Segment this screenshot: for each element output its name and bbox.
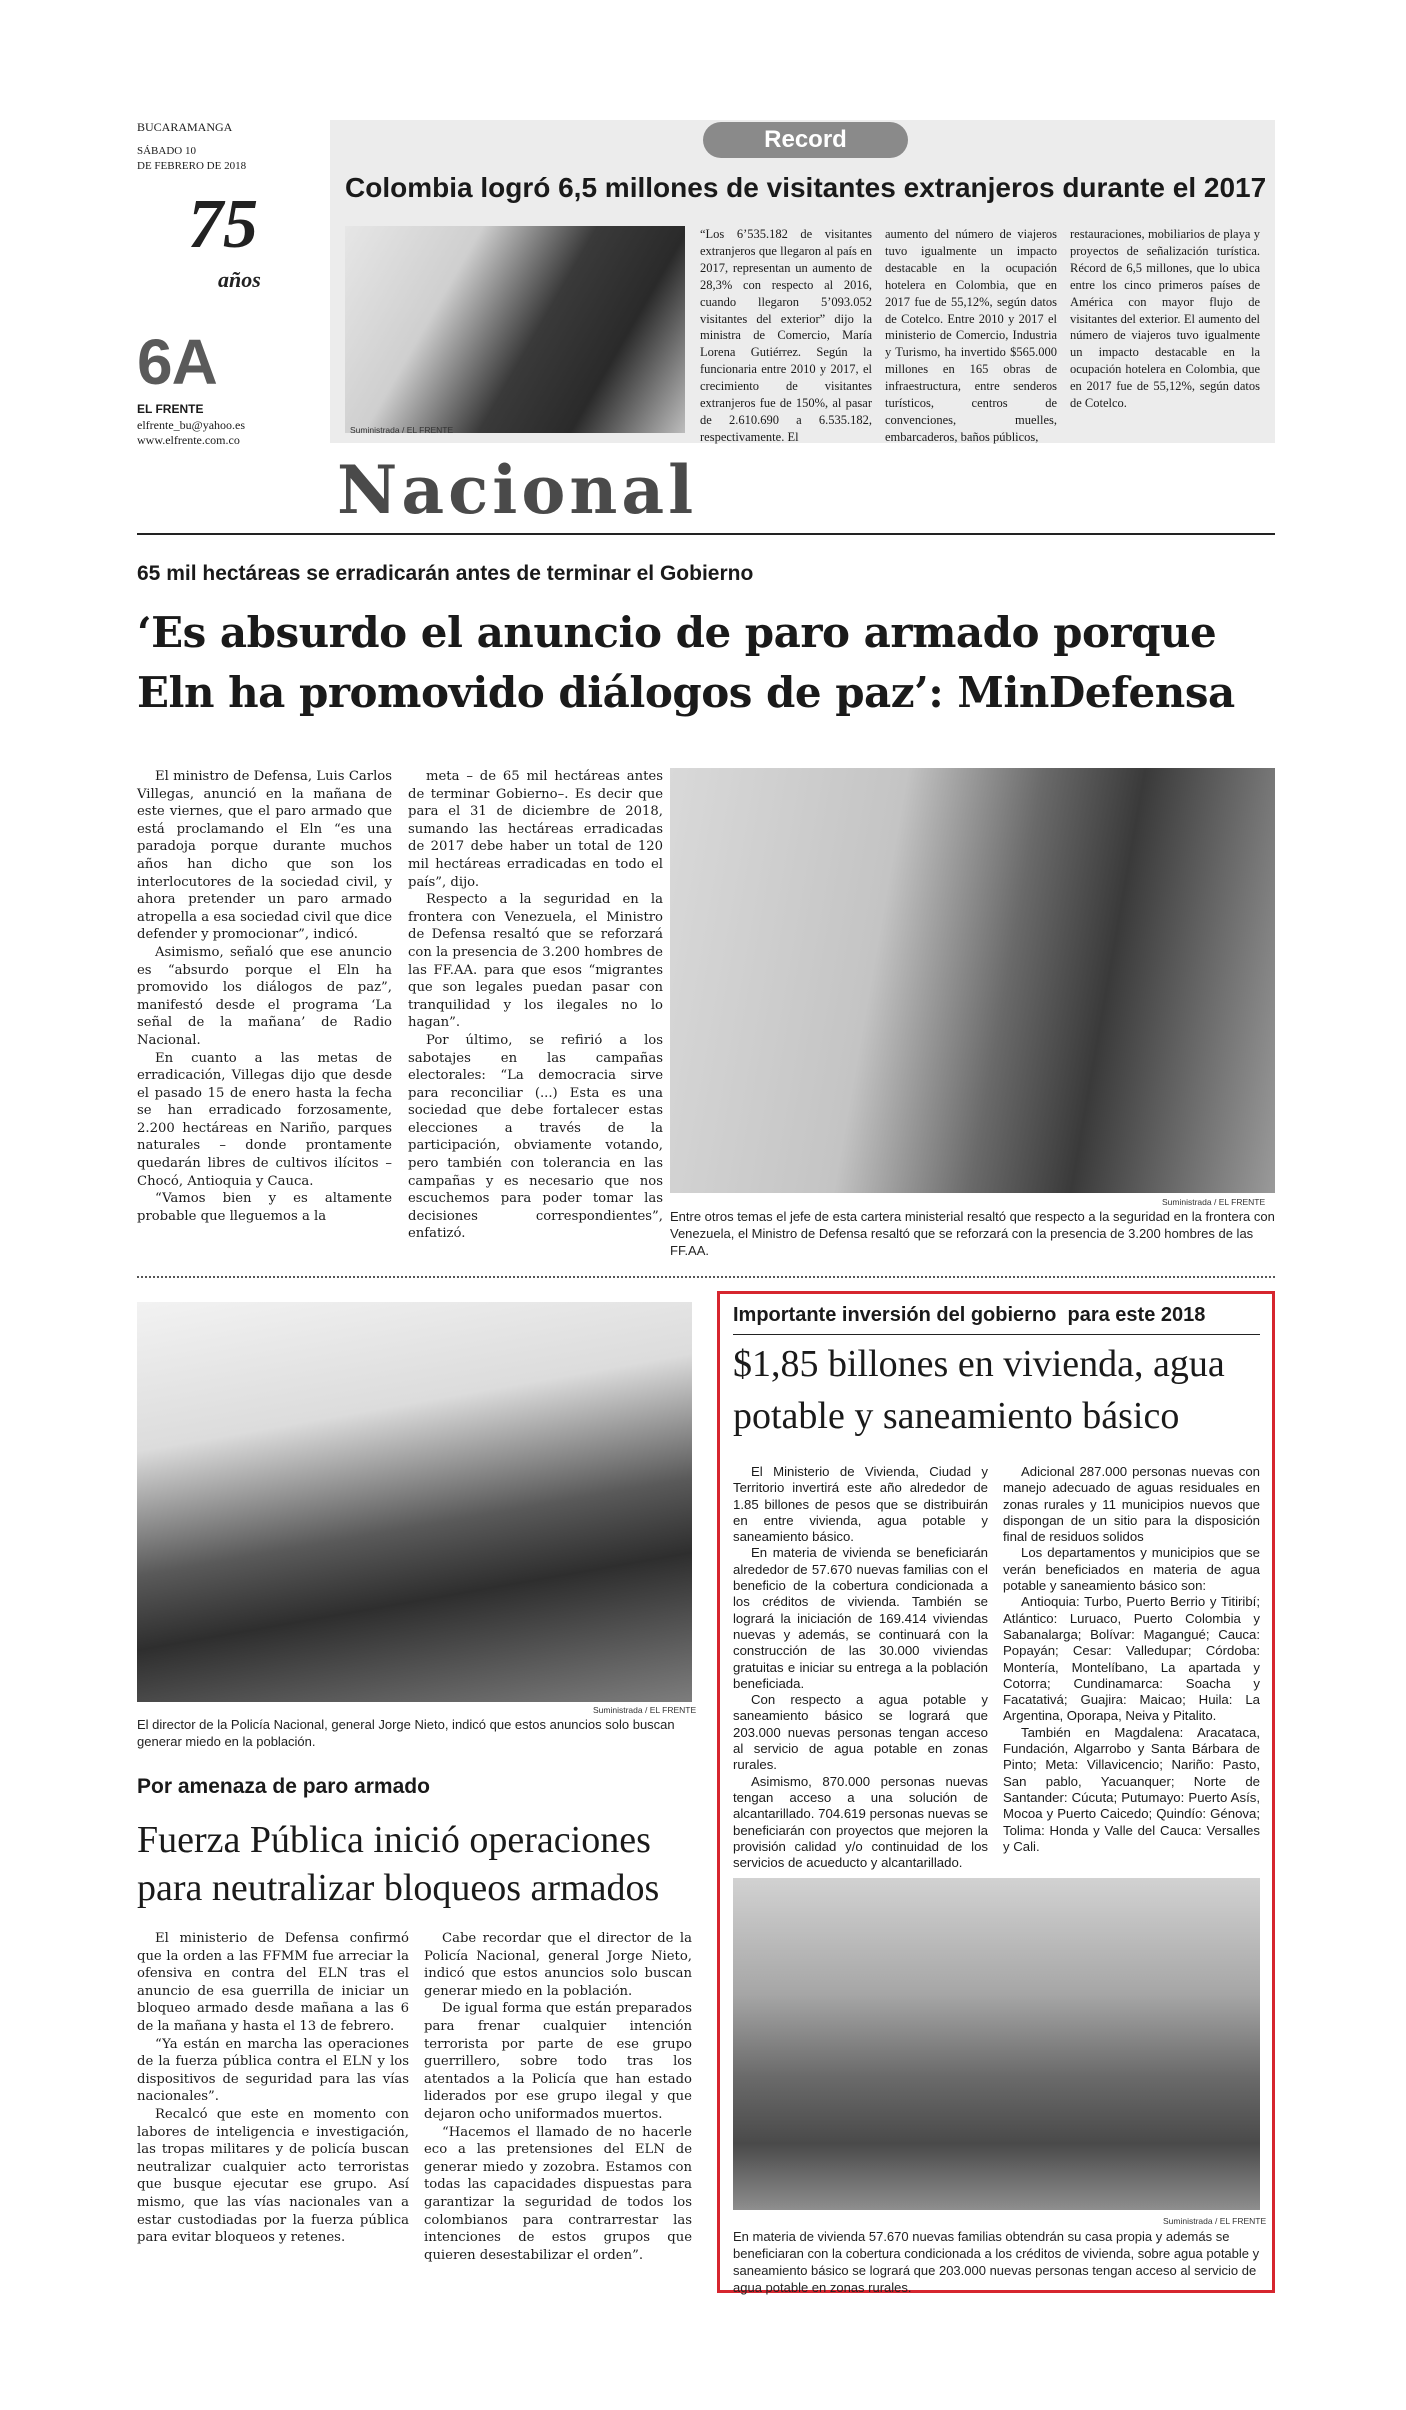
paper-name: EL FRENTE xyxy=(137,402,204,416)
main-kicker: 65 mil hectáreas se erradicarán antes de terminar el Gobierno xyxy=(137,562,754,585)
paragraph: De igual forma que están preparados para frenar cualquier intención terrorista por parte de ese grupo guerrillero, sobre todo tras los atentados a la Policía que han estado liderados por ese grupo ilegal y que dejaron ocho uniformados muertos. xyxy=(424,2001,692,2122)
record-tag-label: Record xyxy=(764,126,847,153)
anniversary-word: años xyxy=(218,267,261,292)
masthead-date-line1: SÁBADO 10 xyxy=(137,145,196,157)
housing-headline-line1: $1,85 billones en vivienda, agua xyxy=(733,1343,1225,1385)
anniversary-number: 75 xyxy=(188,186,258,263)
record-tag xyxy=(703,122,908,158)
housing-photo-credit: Suministrada / EL FRENTE xyxy=(1163,2216,1267,2226)
paragraph: “Vamos bien y es altamente probable que lleguemos a la xyxy=(137,1191,392,1224)
main-photo xyxy=(670,768,1275,1193)
police-col1 xyxy=(137,1930,409,2247)
masthead-date-line2: DE FEBRERO DE 2018 xyxy=(137,160,247,172)
paragraph: El Ministerio de Vivienda, Ciudad y Territorio invertirá este año alrededor de 1.85 billones de pesos que se distribuirán en entre vivienda, agua potable y saneamiento básico. xyxy=(733,1464,988,1545)
section-title: Nacional xyxy=(337,451,698,529)
police-photo-credit: Suministrada / EL FRENTE xyxy=(593,1705,697,1715)
police-headline-line2: para neutralizar bloqueos armados xyxy=(137,1867,660,1909)
contact-website: www.elfrente.com.co xyxy=(137,433,240,447)
housing-col2 xyxy=(1003,1464,1260,1855)
paragraph: “Ya están en marcha las operaciones de la fuerza pública contra el ELN y los dispositivos de seguridad para las vías nacionales”. xyxy=(137,2036,409,2105)
housing-photo xyxy=(733,1878,1260,2210)
contact-email: elfrente_bu@yahoo.es xyxy=(137,418,246,432)
record-col3: restauraciones, mobiliarios de playa y proyectos de señalización turística. Récord de 6,5 millones, que lo ubica entre los cinco primeros países de América con mayor flujo de visitantes del exterior. El aumento del número de viajeros tuvo igualmente un impacto destacable en la ocupación hotelera en Colombia, que en 2017 fue de 55,12%, según datos de Cotelco. xyxy=(1070,227,1260,411)
police-caption: El director de la Policía Nacional, general Jorge Nieto, indicó que estos anuncios solo buscan generar miedo en la población. xyxy=(137,1717,675,1749)
paragraph: Respecto a la seguridad en la frontera con Venezuela, el Ministro de Defensa resaltó que se reforzará con la presencia de 3.200 hombres de las FF.AA. para que esos “migrantes que son legales puedan pasar con tranquilidad y los ilegales no lo hagan”. xyxy=(408,892,663,1031)
page-number: 6A xyxy=(137,326,217,398)
main-headline-line1: ‘Es absurdo el anuncio de paro armado porque xyxy=(137,608,1217,657)
paragraph: Cabe recordar que el director de la Policía Nacional, general Jorge Nieto, indicó que estos anuncios solo buscan generar miedo en la población. xyxy=(424,1931,692,1999)
main-headline-line2: Eln ha promovido diálogos de paz’: MinDefensa xyxy=(137,668,1235,717)
dotted-divider xyxy=(137,1276,1275,1278)
paragraph: Con respecto a agua potable y saneamiento básico se logrará que 203.000 nuevas personas tengan acceso al servicio de agua potable en zonas rurales. xyxy=(733,1692,988,1773)
housing-kicker-rule xyxy=(733,1334,1260,1335)
paragraph: En cuanto a las metas de erradicación, Villegas dijo que desde el pasado 15 de enero hasta la fecha se han erradicado forzosamente, 2.200 hectáreas en Nariño, parques naturales – donde prontamente quedarán libres de cultivos ilícitos – Chocó, Antioquia y Cauca. xyxy=(137,1050,392,1189)
police-kicker: Por amenaza de paro armado xyxy=(137,1775,430,1798)
paragraph: Asimismo, señaló que ese anuncio es “absurdo porque el Eln ha promovido los diálogos de paz”, manifestó desde el programa ‘La señal de la mañana’ de Radio Nacional. xyxy=(137,944,392,1048)
masthead-city: BUCARAMANGA xyxy=(137,120,233,134)
paragraph: El ministro de Defensa, Luis Carlos Villegas, anunció en la mañana de este viernes, que el paro armado que está proclamando el Eln “es una paradoja porque durante muchos años han dicho que son los interlocutores de la sociedad civil, y ahora pretender un paro armado atropella a esa sociedad civil que dice defender y promocionar”, indicó. xyxy=(137,769,392,943)
paragraph: En materia de vivienda se beneficiarán alrededor de 57.670 nuevas familias con el beneficio de la cobertura condicionada a los créditos de vivienda. También se logrará la iniciación de 169.414 viviendas nuevas y además, se continuará con la construcción de las 30.000 viviendas gratuitas e iniciar su entrega a la población beneficiada. xyxy=(733,1545,988,1691)
paragraph: “Hacemos el llamado de no hacerle eco a las pretensiones del ELN de generar miedo y zozobra. Estamos con todas las capacidades dispuestas para garantizar la seguridad de todos los colombianos para contrarrestar las intenciones de estos grupos que quieren desestabilizar el orden”. xyxy=(424,2124,692,2263)
paragraph: Recalcó que este en momento con labores de inteligencia e investigación, las tropas militares y de policía buscan neutralizar cualquier acto terroristas que busque ejecutar ese grupo. Así mismo, que las vías nacionales van a estar custodiadas por la fuerza pública para evitar bloqueos y retenes. xyxy=(137,2106,409,2246)
record-col2: aumento del número de viajeros tuvo igualmente un impacto destacable en la ocupación hotelera en Colombia, que en 2017 fue de 55,12%, según datos de Cotelco. Entre 2010 y 2017 el ministerio de Comercio, Industria y Turismo, ha invertido $565.000 millones en 165 obras de infraestructura, entre senderos turísticos, centros de convenciones, muelles, embarcaderos, baños públicos, xyxy=(885,227,1057,444)
main-col1 xyxy=(137,768,392,1225)
police-headline-line1: Fuerza Pública inició operaciones xyxy=(137,1819,651,1861)
housing-kicker: Importante inversión del gobierno para este 2018 xyxy=(733,1304,1206,1326)
police-col2 xyxy=(424,1930,692,2264)
record-photo xyxy=(345,226,685,433)
paragraph: Asimismo, 870.000 personas nuevas tengan acceso a una solución de alcantarillado. 704.619 personas nuevas se beneficiarán con proyectos que mejoren la provisión calidad y/o continuidad de los servicios de acueducto y alcantarillado. xyxy=(733,1773,988,1871)
paragraph: meta – de 65 mil hectáreas antes de terminar Gobierno–. Es decir que para el 31 de diciembre de 2018, sumando las hectáreas erradicadas de 2017 debe haber un total de 120 mil hectáreas erradicadas en todo el país”, dijo. xyxy=(408,769,663,890)
main-caption: Entre otros temas el jefe de esta cartera ministerial resaltó que respecto a la seguridad en la frontera con Venezuela, el Ministro de Defensa resaltó que se reforzará con la presencia de 3.200 hombres de las FF.AA. xyxy=(670,1209,1275,1258)
paragraph: Los departamentos y municipios que se verán beneficiados en materia de agua potable y saneamiento básico son: xyxy=(1003,1545,1260,1594)
record-photo-credit: Suministrada / EL FRENTE xyxy=(350,425,454,435)
paragraph: Por último, se refirió a los sabotajes en las campañas electorales: “La democracia sirve para reconciliar (...) Esta es una sociedad que debe fortalecer estas elecciones a través de la participación, obviamente votando, pero también con tolerancia en las campañas y es necesario que nos escuchemos para poder tomar las decisiones correspondientes”, enfatizó. xyxy=(408,1032,663,1242)
housing-caption: En materia de vivienda 57.670 nuevas familias obtendrán su casa propia y además se beneficiaran con la cobertura condicionada a los créditos de vivienda, sobre agua potable y saneamiento básico se logrará que 203.000 nuevas personas tengan acceso al servicio de agua potable en zonas rurales. xyxy=(733,2229,1260,2295)
housing-headline-line2: potable y saneamiento básico xyxy=(733,1395,1180,1437)
section-rule xyxy=(137,533,1275,535)
record-col1: “Los 6’535.182 de visitantes extranjeros que llegaron al país en 2017, representan un aumento de 28,3% con respecto al 2016, cuando llegaron 5’093.052 visitantes del exterior” dijo la ministra de Comercio, María Lorena Gutiérrez. Según la funcionaria entre 2010 y 2017, el crecimiento de visitantes extranjeros fue de 150%, al pasar de 2.610.690 a 6.535.182, respectivamente. El xyxy=(700,227,872,444)
anniversary-logo xyxy=(178,185,288,300)
paragraph: También en Magdalena: Aracataca, Fundación, Algarrobo y Santa Bárbara de Pinto; Meta: Villavicencio; Nariño: Pasto, San pablo, Yacuanquer; Norte de Santander: Cúcuta; Putumayo: Puerto Asís, Mocoa y Puerto Caicedo; Quindío: Génova; Tolima: Honda y Valle del Cauca: Versalles y Cali. xyxy=(1003,1724,1260,1854)
main-photo-credit: Suministrada / EL FRENTE xyxy=(1162,1197,1266,1207)
paragraph: Adicional 287.000 personas nuevas con manejo adecuado de aguas residuales en zonas rurales y 11 municipios nuevos que dispongan de un sitio para la disposición final de residuos solidos xyxy=(1003,1464,1260,1545)
police-photo xyxy=(137,1302,692,1702)
housing-col1 xyxy=(733,1464,988,1871)
paragraph: El ministerio de Defensa confirmó que la orden a las FFMM fue arreciar la ofensiva en contra del ELN tras el anuncio de esa guerrilla de iniciar un bloqueo armado desde mañana a las 6 de la mañana y hasta el 13 de febrero. xyxy=(137,1931,409,2034)
record-headline: Colombia logró 6,5 millones de visitantes extranjeros durante el 2017 xyxy=(345,172,1267,203)
paragraph: Antioquia: Turbo, Puerto Berrio y Titiribí; Atlántico: Luruaco, Puerto Colombia y Sabanalarga; Bolívar: Magangué; Cauca: Popayán; Cesar: Valledupar; Córdoba: Montería, Montelíbano, La apartada y Cotorra; Cundinamarca: Soacha y Facatativá; Guajira: Maicao; Huila: La Argentina, Oporapa, Neiva y Pitalito. xyxy=(1003,1594,1260,1724)
main-col2 xyxy=(408,768,663,1243)
